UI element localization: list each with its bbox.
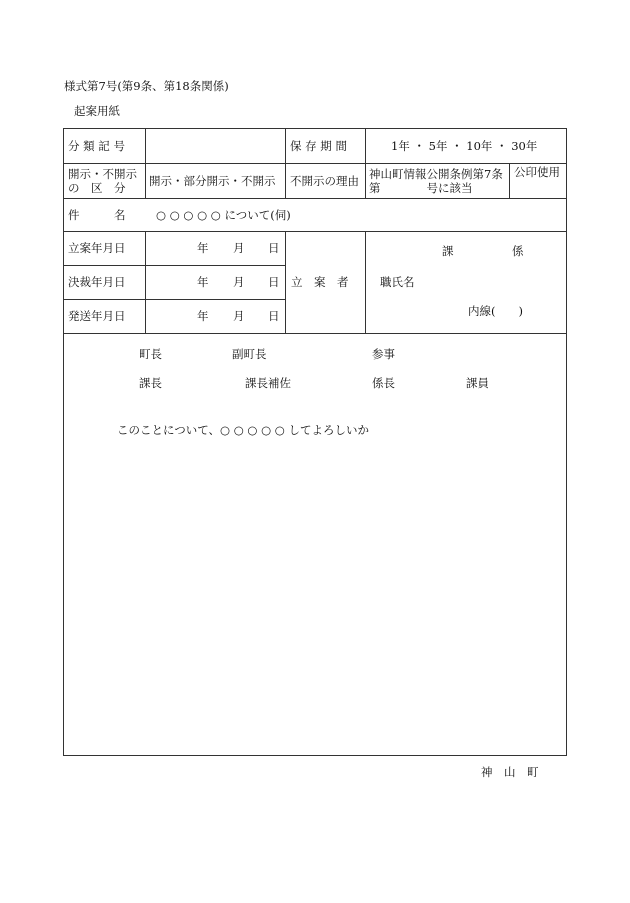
table-border-left <box>63 128 64 755</box>
approver-deputy-mayor: 副町長 <box>232 347 267 361</box>
disclosure-category-options[interactable]: 開示・部分開示・不開示 <box>149 173 276 188</box>
approver-mayor: 町長 <box>139 347 162 361</box>
dispatch-date-day[interactable]: 日 <box>268 309 280 324</box>
retention-options[interactable]: 1年 ・ 5年 ・ 10年 ・ 30年 <box>391 138 538 153</box>
body-text[interactable]: このことについて、○ ○ ○ ○ ○ してよろしいか <box>117 423 369 437</box>
col-divider <box>365 128 366 198</box>
dispatch-date-month[interactable]: 月 <box>233 309 245 324</box>
approval-date-day[interactable]: 日 <box>268 275 280 290</box>
dispatch-date-year[interactable]: 年 <box>197 309 209 324</box>
disclosure-category-label-line2: の 区 分 <box>68 181 126 195</box>
approval-date-year[interactable]: 年 <box>197 275 209 290</box>
col-divider <box>285 231 286 333</box>
retention-label: 保 存 期 間 <box>290 138 347 153</box>
drafter-unit[interactable]: 係 <box>512 244 524 258</box>
drafter-section[interactable]: 課 <box>442 244 454 258</box>
draft-date-year[interactable]: 年 <box>197 241 209 256</box>
drafter-name-label[interactable]: 職氏名 <box>380 275 415 289</box>
classification-label: 分 類 記 号 <box>68 138 125 153</box>
reason-line2: 第 号に該当 <box>369 181 473 195</box>
drafter-extension[interactable]: 内線( ) <box>468 304 523 318</box>
col-divider <box>145 231 146 333</box>
reason-line1: 神山町情報公開条例第7条 <box>369 166 503 181</box>
approval-date-label: 決裁年月日 <box>68 275 126 290</box>
official-seal-label[interactable]: 公印使用 <box>514 165 560 180</box>
drafter-label: 立 案 者 <box>291 275 349 290</box>
approver-staff: 課員 <box>466 376 489 390</box>
table-border-bottom <box>63 755 567 756</box>
col-divider <box>285 128 286 198</box>
classification-field[interactable] <box>150 129 280 163</box>
col-divider <box>509 163 510 198</box>
disclosure-category-label <box>68 164 137 198</box>
issuer-name: 神 山 町 <box>481 765 539 779</box>
approver-assistant-chief: 課長補佐 <box>245 376 291 390</box>
approver-councilor: 参事 <box>372 347 395 361</box>
subject-label: 件 名 <box>68 207 126 222</box>
form-number: 様式第7号(第9条、第18条関係) <box>64 79 229 93</box>
col-divider <box>365 231 366 333</box>
col-divider <box>145 128 146 198</box>
non-disclosure-reason-label: 不開示の理由 <box>290 173 359 188</box>
approver-unit-chief: 係長 <box>372 376 395 390</box>
dispatch-date-label: 発送年月日 <box>68 309 126 324</box>
subject-value[interactable]: ○ ○ ○ ○ ○ について(伺) <box>156 207 291 222</box>
non-disclosure-reason-value[interactable] <box>369 164 503 198</box>
row-divider <box>63 198 567 199</box>
row-divider <box>63 333 567 334</box>
approver-section-chief: 課長 <box>139 376 162 390</box>
draft-date-day[interactable]: 日 <box>268 241 280 256</box>
approval-date-month[interactable]: 月 <box>233 275 245 290</box>
table-border-right <box>566 128 567 755</box>
disclosure-category-label-line1: 開示・不開示 <box>68 166 137 181</box>
form-title: 起案用紙 <box>74 104 120 118</box>
draft-date-label: 立案年月日 <box>68 241 126 256</box>
draft-date-month[interactable]: 月 <box>233 241 245 256</box>
